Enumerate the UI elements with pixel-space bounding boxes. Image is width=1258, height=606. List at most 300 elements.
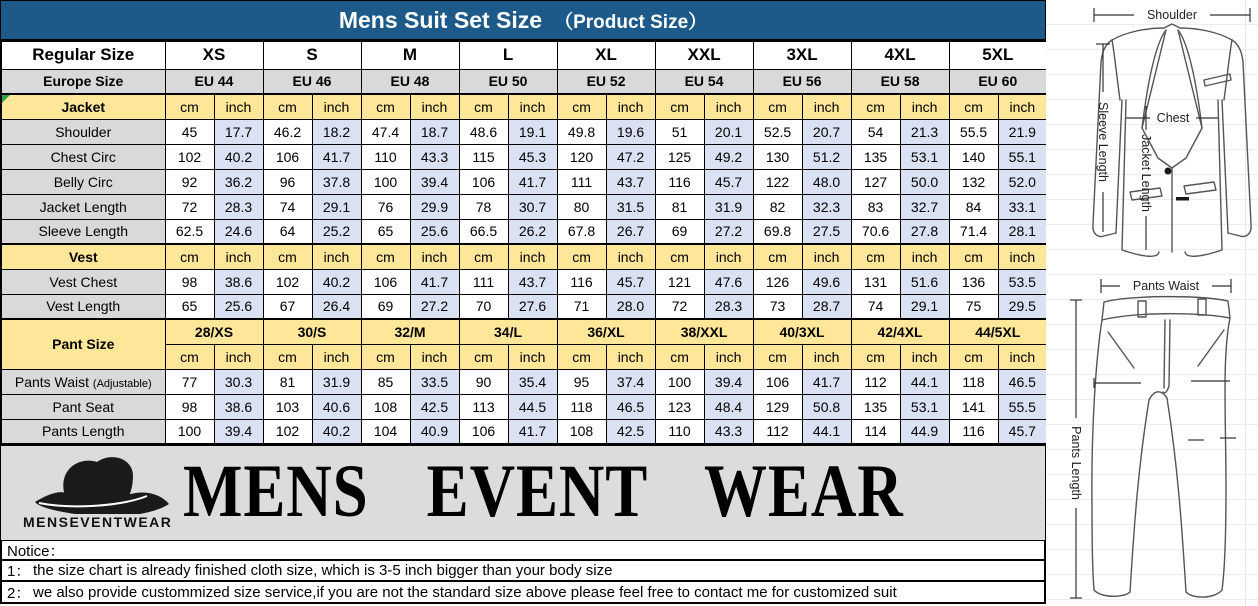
unit-inch-cell: inch — [214, 94, 263, 119]
inch-value-cell: 35.4 — [508, 369, 557, 394]
europe-size-cell: EU 56 — [753, 69, 851, 94]
table-row — [1, 194, 1047, 219]
cm-value-cell: 118 — [949, 369, 998, 394]
cm-value-cell: 112 — [851, 369, 900, 394]
inch-value-cell: 48.0 — [802, 169, 851, 194]
measure-row-label — [1, 219, 165, 244]
notice-1-text: the size chart is already finished cloth size, which is 3-5 inch bigger than your body size — [33, 562, 613, 579]
inch-value-cell: 55.5 — [998, 394, 1047, 419]
inch-value-cell: 17.7 — [214, 119, 263, 144]
table-row — [1, 244, 1047, 269]
inch-value-cell: 27.5 — [802, 219, 851, 244]
measure-row-label — [1, 119, 165, 144]
unit-cm-cell: cm — [655, 344, 704, 369]
row-label-text: Pant Seat — [52, 398, 114, 415]
cm-value-cell: 47.4 — [361, 119, 410, 144]
inch-value-cell: 55.1 — [998, 144, 1047, 169]
cm-value-cell: 106 — [459, 419, 508, 444]
inch-value-cell: 49.2 — [704, 144, 753, 169]
cm-value-cell: 65 — [165, 294, 214, 319]
inch-value-cell: 43.7 — [508, 269, 557, 294]
europe-size-cell: EU 54 — [655, 69, 753, 94]
jacket-diagram — [1046, 0, 1258, 268]
cm-value-cell: 74 — [851, 294, 900, 319]
unit-inch-cell: inch — [312, 344, 361, 369]
unit-cm-cell: cm — [165, 94, 214, 119]
inch-value-cell: 27.2 — [704, 219, 753, 244]
inch-value-cell: 52.0 — [998, 169, 1047, 194]
inch-value-cell: 28.3 — [704, 294, 753, 319]
inch-value-cell: 30.3 — [214, 369, 263, 394]
cm-value-cell: 118 — [557, 394, 606, 419]
section-label-vest: Vest — [1, 244, 165, 269]
cm-value-cell: 104 — [361, 419, 410, 444]
cm-value-cell: 96 — [263, 169, 312, 194]
cm-value-cell: 64 — [263, 219, 312, 244]
inch-value-cell: 38.6 — [214, 269, 263, 294]
cm-value-cell: 84 — [949, 194, 998, 219]
cm-value-cell: 48.6 — [459, 119, 508, 144]
cm-value-cell: 121 — [655, 269, 704, 294]
inch-value-cell: 41.7 — [508, 169, 557, 194]
cm-value-cell: 110 — [361, 144, 410, 169]
brand-name-small: MENSEVENTWEAR — [23, 514, 173, 530]
cm-value-cell: 76 — [361, 194, 410, 219]
inch-value-cell: 46.5 — [606, 394, 655, 419]
unit-inch-cell: inch — [802, 94, 851, 119]
unit-cm-cell: cm — [459, 244, 508, 269]
inch-value-cell: 50.0 — [900, 169, 949, 194]
unit-inch-cell: inch — [704, 344, 753, 369]
unit-inch-cell: inch — [802, 244, 851, 269]
hat-icon — [27, 450, 177, 514]
cm-value-cell: 106 — [459, 169, 508, 194]
cm-value-cell: 106 — [263, 144, 312, 169]
europe-size-cell: EU 48 — [361, 69, 459, 94]
inch-value-cell: 19.6 — [606, 119, 655, 144]
unit-inch-cell: inch — [508, 244, 557, 269]
row-label-text: Sleeve Length — [38, 223, 129, 240]
unit-cm-cell: cm — [165, 244, 214, 269]
cm-value-cell: 116 — [655, 169, 704, 194]
cm-value-cell: 70.6 — [851, 219, 900, 244]
measure-row-label — [1, 144, 165, 169]
inch-value-cell: 28.7 — [802, 294, 851, 319]
inch-value-cell: 48.4 — [704, 394, 753, 419]
inch-value-cell: 28.0 — [606, 294, 655, 319]
cm-value-cell: 90 — [459, 369, 508, 394]
section-label-pant-size: Pant Size — [1, 319, 165, 369]
cm-value-cell: 135 — [851, 144, 900, 169]
inch-value-cell: 51.6 — [900, 269, 949, 294]
pant-size-cell: 30/S — [263, 319, 361, 344]
unit-inch-cell: inch — [998, 244, 1047, 269]
cm-value-cell: 132 — [949, 169, 998, 194]
cm-value-cell: 127 — [851, 169, 900, 194]
table-row — [1, 219, 1047, 244]
title-bar — [0, 0, 1046, 40]
inch-value-cell: 51.2 — [802, 144, 851, 169]
inch-value-cell: 27.6 — [508, 294, 557, 319]
cm-value-cell: 100 — [165, 419, 214, 444]
unit-inch-cell: inch — [900, 344, 949, 369]
inch-value-cell: 21.3 — [900, 119, 949, 144]
size-cell: 4XL — [851, 41, 949, 69]
cm-value-cell: 136 — [949, 269, 998, 294]
cm-value-cell: 98 — [165, 394, 214, 419]
inch-value-cell: 39.4 — [214, 419, 263, 444]
unit-cm-cell: cm — [263, 344, 312, 369]
inch-value-cell: 38.6 — [214, 394, 263, 419]
inch-value-cell: 18.2 — [312, 119, 361, 144]
size-cell: M — [361, 41, 459, 69]
notice-1-number: 1： — [7, 563, 31, 580]
inch-value-cell: 32.7 — [900, 194, 949, 219]
cm-value-cell: 102 — [165, 144, 214, 169]
logo-band — [0, 444, 1046, 541]
table-row — [1, 144, 1047, 169]
unit-cm-cell: cm — [263, 94, 312, 119]
unit-inch-cell: inch — [802, 344, 851, 369]
size-cell: L — [459, 41, 557, 69]
unit-cm-cell: cm — [655, 244, 704, 269]
cm-value-cell: 72 — [165, 194, 214, 219]
unit-cm-cell: cm — [949, 244, 998, 269]
measure-row-label — [1, 194, 165, 219]
cm-value-cell: 102 — [263, 419, 312, 444]
size-table — [0, 40, 1048, 445]
unit-cm-cell: cm — [949, 94, 998, 119]
cm-value-cell: 112 — [753, 419, 802, 444]
notice-item-1 — [0, 559, 1046, 582]
cm-value-cell: 45 — [165, 119, 214, 144]
inch-value-cell: 41.7 — [410, 269, 459, 294]
unit-cm-cell: cm — [361, 244, 410, 269]
cm-value-cell: 67.8 — [557, 219, 606, 244]
inch-value-cell: 41.7 — [802, 369, 851, 394]
table-row — [1, 319, 1047, 344]
inch-value-cell: 33.1 — [998, 194, 1047, 219]
cm-value-cell: 135 — [851, 394, 900, 419]
inch-value-cell: 40.2 — [312, 419, 361, 444]
row-label-text: Pants Length — [41, 423, 125, 440]
cm-value-cell: 71 — [557, 294, 606, 319]
table-row — [1, 119, 1047, 144]
table-row — [1, 69, 1047, 94]
inch-value-cell: 31.9 — [312, 369, 361, 394]
cm-value-cell: 116 — [557, 269, 606, 294]
inch-value-cell: 47.2 — [606, 144, 655, 169]
regular-size-header: Regular Size — [1, 41, 165, 69]
unit-cm-cell: cm — [655, 94, 704, 119]
measure-row-label — [1, 294, 165, 319]
cm-value-cell: 81 — [655, 194, 704, 219]
unit-inch-cell: inch — [900, 244, 949, 269]
cm-value-cell: 122 — [753, 169, 802, 194]
pants-length-label: Pants Length — [1069, 426, 1083, 500]
inch-value-cell: 39.4 — [410, 169, 459, 194]
unit-cm-cell: cm — [557, 344, 606, 369]
unit-cm-cell: cm — [851, 244, 900, 269]
row-label-text: Jacket Length — [39, 198, 127, 215]
table-row — [1, 169, 1047, 194]
pant-size-cell: 36/XL — [557, 319, 655, 344]
inch-value-cell: 26.7 — [606, 219, 655, 244]
unit-inch-cell: inch — [704, 94, 753, 119]
inch-value-cell: 31.5 — [606, 194, 655, 219]
inch-value-cell: 25.6 — [410, 219, 459, 244]
inch-value-cell: 42.5 — [606, 419, 655, 444]
unit-cm-cell: cm — [459, 344, 508, 369]
inch-value-cell: 21.9 — [998, 119, 1047, 144]
brand-name-large: MENS EVENT WEAR — [183, 449, 904, 534]
cm-value-cell: 83 — [851, 194, 900, 219]
unit-cm-cell: cm — [263, 244, 312, 269]
cm-value-cell: 100 — [361, 169, 410, 194]
notice-2-number: 2： — [7, 584, 31, 602]
cm-value-cell: 110 — [655, 419, 704, 444]
cm-value-cell: 66.5 — [459, 219, 508, 244]
unit-cm-cell: cm — [361, 94, 410, 119]
unit-inch-cell: inch — [606, 94, 655, 119]
pant-size-cell: 42/4XL — [851, 319, 949, 344]
unit-inch-cell: inch — [312, 244, 361, 269]
unit-cm-cell: cm — [753, 244, 802, 269]
pant-size-cell: 40/3XL — [753, 319, 851, 344]
notice-item-2 — [0, 580, 1046, 604]
inch-value-cell: 29.5 — [998, 294, 1047, 319]
table-row — [1, 394, 1047, 419]
inch-value-cell: 28.3 — [214, 194, 263, 219]
measure-row-label — [1, 369, 165, 394]
europe-size-cell: EU 52 — [557, 69, 655, 94]
europe-size-header: Europe Size — [1, 69, 165, 94]
pant-size-cell: 38/XXL — [655, 319, 753, 344]
inch-value-cell: 53.5 — [998, 269, 1047, 294]
inch-value-cell: 40.6 — [312, 394, 361, 419]
cm-value-cell: 116 — [949, 419, 998, 444]
cm-value-cell: 108 — [361, 394, 410, 419]
inch-value-cell: 44.5 — [508, 394, 557, 419]
cm-value-cell: 102 — [263, 269, 312, 294]
unit-cm-cell: cm — [753, 94, 802, 119]
row-label-text: Vest Length — [46, 298, 121, 315]
unit-cm-cell: cm — [165, 344, 214, 369]
cm-value-cell: 108 — [557, 419, 606, 444]
inch-value-cell: 45.7 — [998, 419, 1047, 444]
inch-value-cell: 41.7 — [508, 419, 557, 444]
unit-inch-cell: inch — [214, 244, 263, 269]
cm-value-cell: 85 — [361, 369, 410, 394]
inch-value-cell: 53.1 — [900, 394, 949, 419]
inch-value-cell: 30.7 — [508, 194, 557, 219]
cm-value-cell: 126 — [753, 269, 802, 294]
unit-inch-cell: inch — [214, 344, 263, 369]
cm-value-cell: 113 — [459, 394, 508, 419]
jacket-sleeve-length-label: Sleeve Length — [1096, 102, 1110, 182]
inch-value-cell: 53.1 — [900, 144, 949, 169]
inch-value-cell: 29.1 — [900, 294, 949, 319]
notice-heading-text: Notice： — [7, 542, 65, 560]
cm-value-cell: 54 — [851, 119, 900, 144]
inch-value-cell: 44.9 — [900, 419, 949, 444]
inch-value-cell: 40.2 — [312, 269, 361, 294]
inch-value-cell: 25.6 — [214, 294, 263, 319]
inch-value-cell: 44.1 — [900, 369, 949, 394]
size-table-body — [1, 41, 1047, 444]
inch-value-cell: 40.9 — [410, 419, 459, 444]
inch-value-cell: 20.1 — [704, 119, 753, 144]
page-subtitle: （Product Size） — [554, 11, 708, 33]
cm-value-cell: 77 — [165, 369, 214, 394]
cm-value-cell: 49.8 — [557, 119, 606, 144]
inch-value-cell: 44.1 — [802, 419, 851, 444]
cm-value-cell: 78 — [459, 194, 508, 219]
unit-cm-cell: cm — [459, 94, 508, 119]
inch-value-cell: 46.5 — [998, 369, 1047, 394]
measure-row-label — [1, 169, 165, 194]
cm-value-cell: 98 — [165, 269, 214, 294]
unit-inch-cell: inch — [410, 94, 459, 119]
table-row — [1, 41, 1047, 69]
unit-cm-cell: cm — [753, 344, 802, 369]
row-label-suffix: (Adjustable) — [92, 377, 152, 390]
table-row — [1, 269, 1047, 294]
size-cell: XL — [557, 41, 655, 69]
notice-2-text: we also provide custommized size service,if you are not the standard size above please feel free to contact me for customized suit — [33, 583, 897, 601]
cm-value-cell: 100 — [655, 369, 704, 394]
table-row — [1, 294, 1047, 319]
cm-value-cell: 141 — [949, 394, 998, 419]
cm-value-cell: 69 — [655, 219, 704, 244]
row-label-text: Pants Waist — [14, 373, 90, 390]
cm-value-cell: 123 — [655, 394, 704, 419]
inch-value-cell: 27.8 — [900, 219, 949, 244]
cm-value-cell: 111 — [459, 269, 508, 294]
pants-diagram — [1046, 268, 1258, 606]
inch-value-cell: 43.3 — [704, 419, 753, 444]
inch-value-cell: 26.4 — [312, 294, 361, 319]
section-label-jacket: Jacket — [1, 94, 165, 119]
unit-cm-cell: cm — [361, 344, 410, 369]
inch-value-cell: 18.7 — [410, 119, 459, 144]
cm-value-cell: 69 — [361, 294, 410, 319]
europe-size-cell: EU 60 — [949, 69, 1047, 94]
cm-value-cell: 103 — [263, 394, 312, 419]
inch-value-cell: 45.7 — [704, 169, 753, 194]
unit-inch-cell: inch — [410, 244, 459, 269]
cm-value-cell: 80 — [557, 194, 606, 219]
cm-value-cell: 70 — [459, 294, 508, 319]
cm-value-cell: 115 — [459, 144, 508, 169]
cm-value-cell: 75 — [949, 294, 998, 319]
inch-value-cell: 26.2 — [508, 219, 557, 244]
inch-value-cell: 20.7 — [802, 119, 851, 144]
cm-value-cell: 65 — [361, 219, 410, 244]
cm-value-cell: 73 — [753, 294, 802, 319]
cm-value-cell: 92 — [165, 169, 214, 194]
unit-inch-cell: inch — [606, 244, 655, 269]
jacket-chest-label: Chest — [1156, 111, 1190, 125]
inch-value-cell: 47.6 — [704, 269, 753, 294]
unit-inch-cell: inch — [508, 344, 557, 369]
cm-value-cell: 125 — [655, 144, 704, 169]
unit-cm-cell: cm — [851, 94, 900, 119]
inch-value-cell: 28.1 — [998, 219, 1047, 244]
cm-value-cell: 130 — [753, 144, 802, 169]
inch-value-cell: 25.2 — [312, 219, 361, 244]
size-cell: S — [263, 41, 361, 69]
cm-value-cell: 95 — [557, 369, 606, 394]
cm-value-cell: 72 — [655, 294, 704, 319]
size-cell: XS — [165, 41, 263, 69]
pant-size-cell: 44/5XL — [949, 319, 1047, 344]
inch-value-cell: 29.9 — [410, 194, 459, 219]
cm-value-cell: 120 — [557, 144, 606, 169]
cm-value-cell: 46.2 — [263, 119, 312, 144]
inch-value-cell: 43.7 — [606, 169, 655, 194]
europe-size-cell: EU 50 — [459, 69, 557, 94]
pant-size-cell: 28/XS — [165, 319, 263, 344]
inch-value-cell: 40.2 — [214, 144, 263, 169]
row-label-text: Vest Chest — [49, 273, 118, 290]
cm-value-cell: 114 — [851, 419, 900, 444]
inch-value-cell: 43.3 — [410, 144, 459, 169]
jacket-length-label: Jacket Length — [1139, 134, 1153, 212]
page-title: Mens Suit Set Size — [338, 6, 543, 33]
cm-value-cell: 106 — [361, 269, 410, 294]
europe-size-cell: EU 58 — [851, 69, 949, 94]
jacket-shoulder-label: Shoulder — [1146, 8, 1198, 22]
inch-value-cell: 32.3 — [802, 194, 851, 219]
cm-value-cell: 82 — [753, 194, 802, 219]
unit-inch-cell: inch — [704, 244, 753, 269]
table-row — [1, 369, 1047, 394]
pants-waist-label: Pants Waist — [1132, 279, 1200, 293]
inch-value-cell: 41.7 — [312, 144, 361, 169]
table-row — [1, 94, 1047, 119]
unit-inch-cell: inch — [312, 94, 361, 119]
measure-row-label — [1, 269, 165, 294]
inch-value-cell: 50.8 — [802, 394, 851, 419]
cm-value-cell: 69.8 — [753, 219, 802, 244]
unit-inch-cell: inch — [998, 94, 1047, 119]
unit-cm-cell: cm — [557, 244, 606, 269]
inch-value-cell: 24.6 — [214, 219, 263, 244]
cm-value-cell: 111 — [557, 169, 606, 194]
inch-value-cell: 19.1 — [508, 119, 557, 144]
notice-heading — [0, 539, 1046, 561]
measure-row-label — [1, 419, 165, 444]
inch-value-cell: 33.5 — [410, 369, 459, 394]
inch-value-cell: 29.1 — [312, 194, 361, 219]
measure-row-label — [1, 394, 165, 419]
row-label-text: Belly Circ — [53, 173, 113, 190]
diagram-strip — [1046, 0, 1258, 606]
cm-value-cell: 67 — [263, 294, 312, 319]
inch-value-cell: 27.2 — [410, 294, 459, 319]
cm-value-cell: 106 — [753, 369, 802, 394]
unit-inch-cell: inch — [900, 94, 949, 119]
cm-value-cell: 81 — [263, 369, 312, 394]
row-label-text: Shoulder — [55, 123, 112, 140]
unit-inch-cell: inch — [998, 344, 1047, 369]
inch-value-cell: 31.9 — [704, 194, 753, 219]
unit-inch-cell: inch — [410, 344, 459, 369]
unit-cm-cell: cm — [949, 344, 998, 369]
inch-value-cell: 37.8 — [312, 169, 361, 194]
unit-inch-cell: inch — [508, 94, 557, 119]
